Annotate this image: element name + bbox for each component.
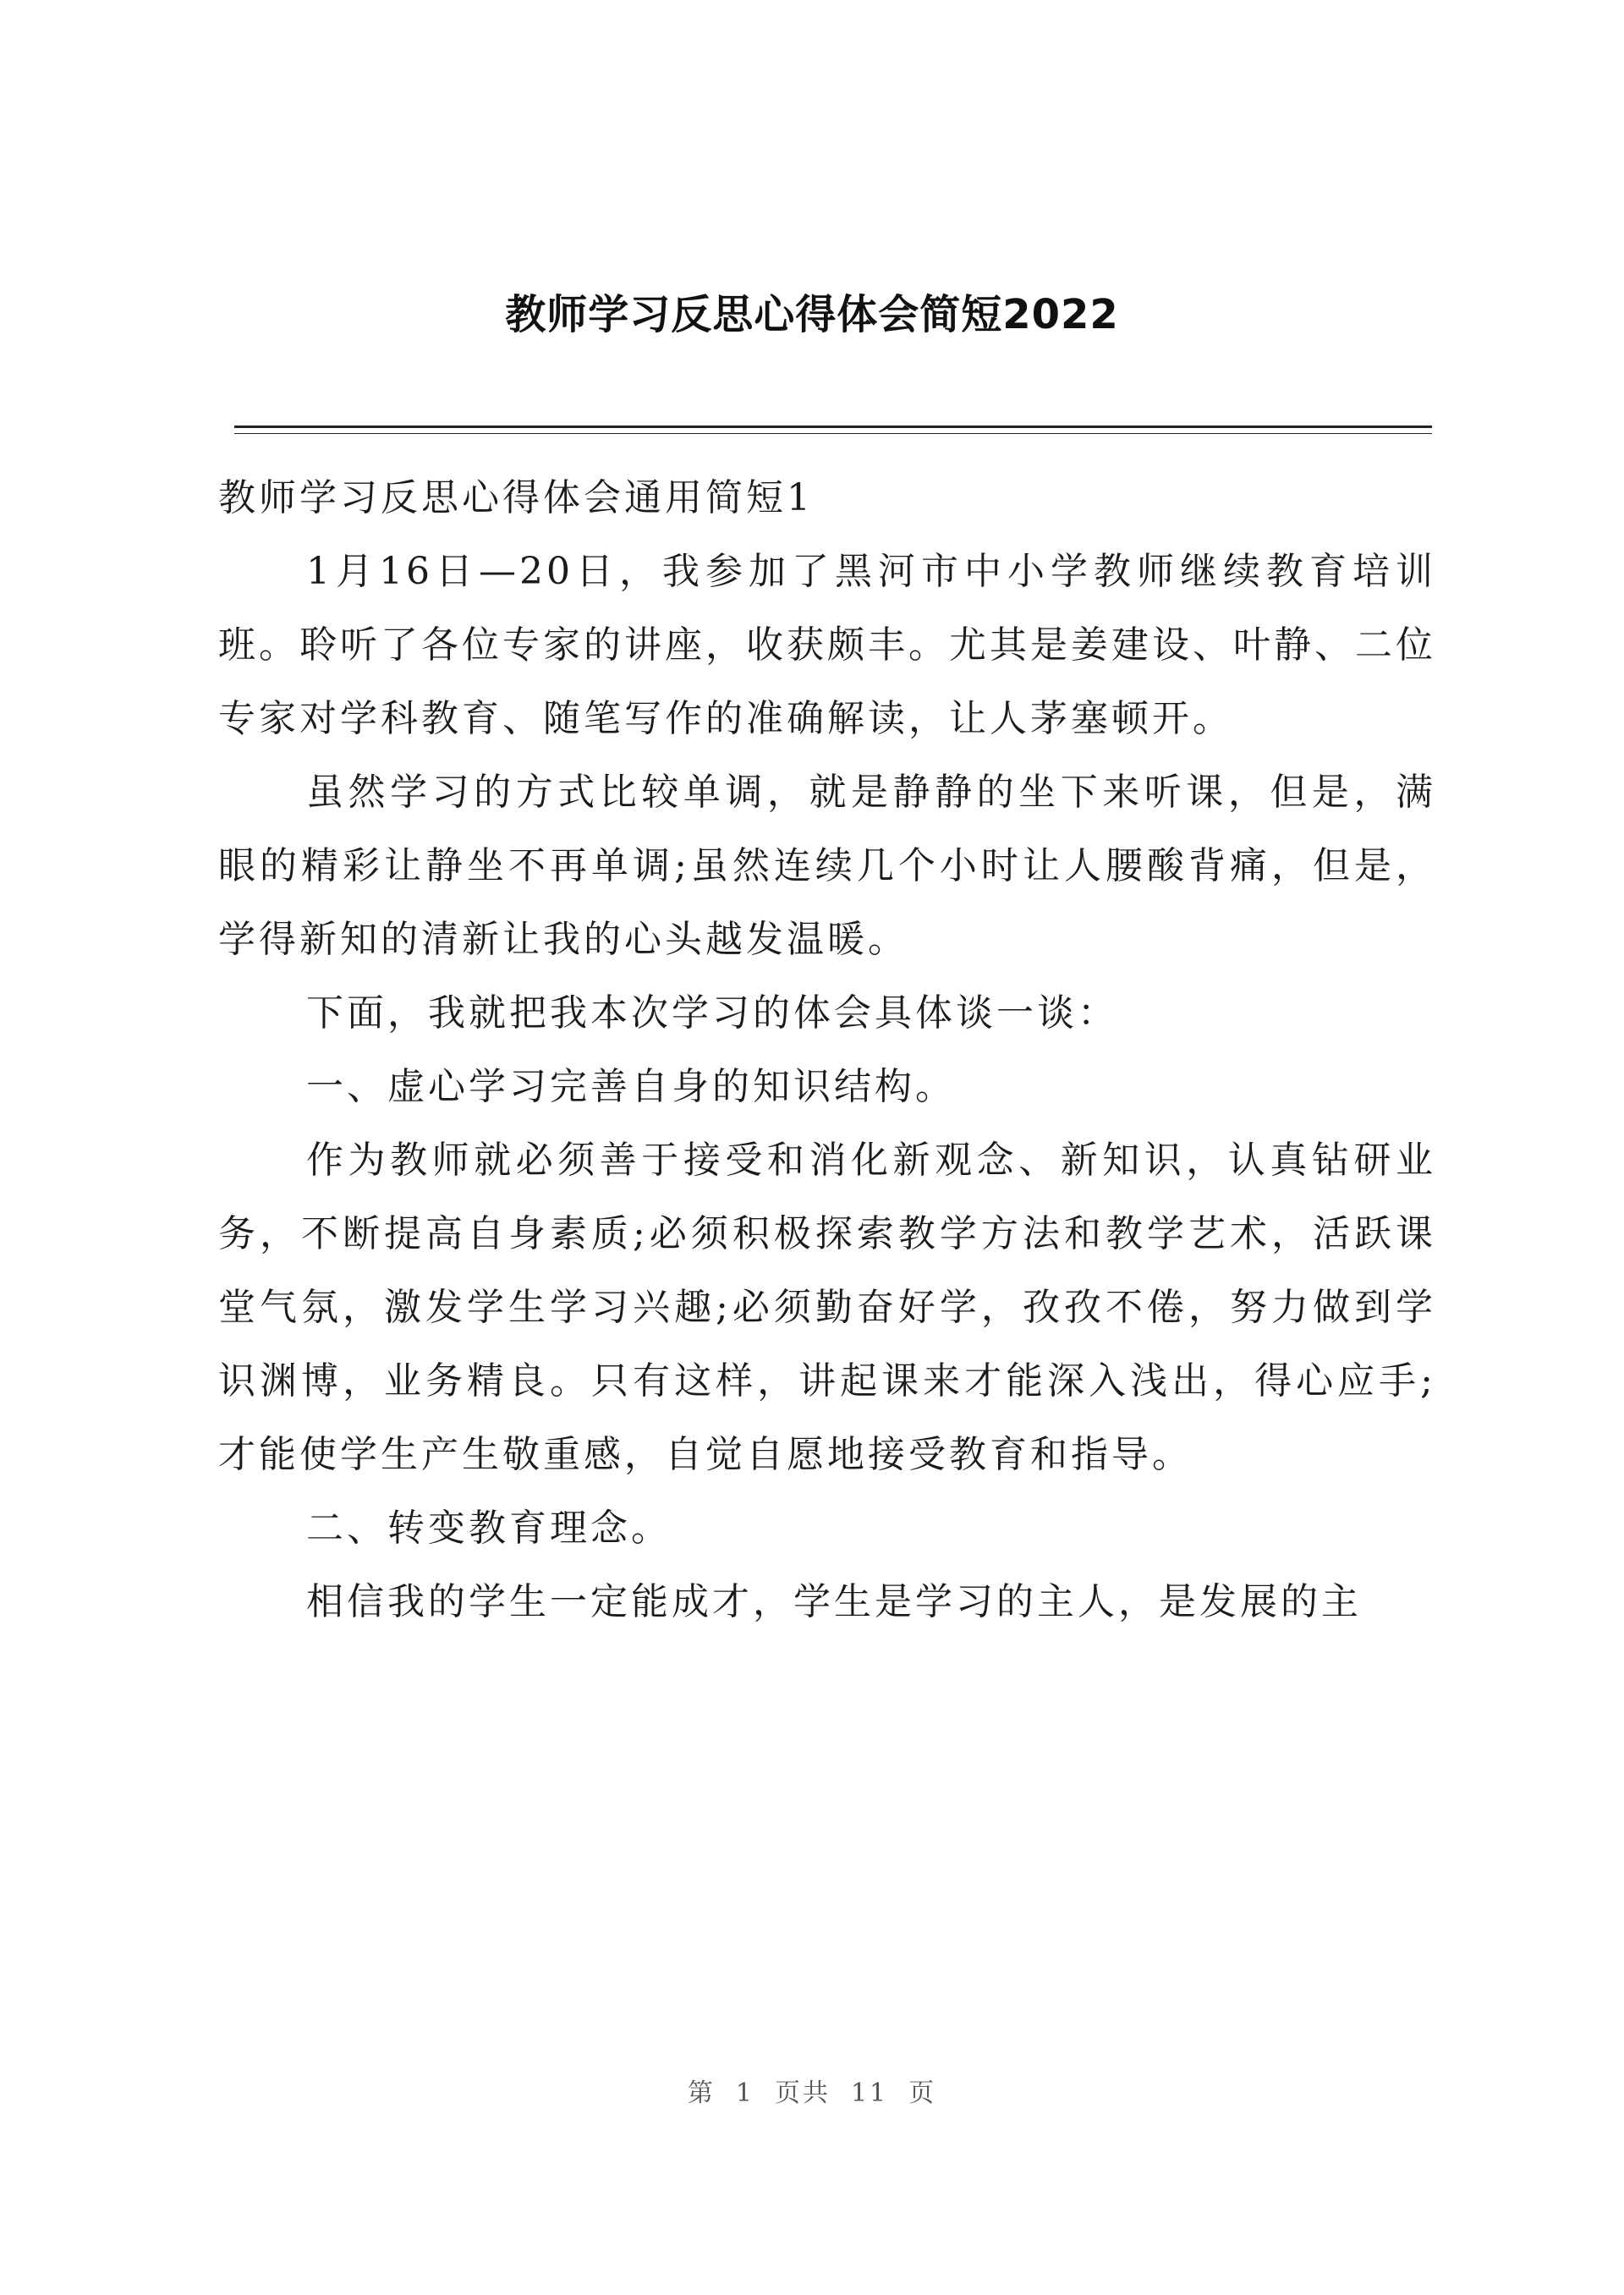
paragraph: 1月16日—20日，我参加了黑河市中小学教师继续教育培训班。聆听了各位专家的讲座，收获颇丰。尤其是姜建设、叶静、二位专家对学科教育、随笔写作的准确解读，让人茅塞顿开。 bbox=[218, 550, 1436, 740]
page-label: 第 bbox=[687, 2078, 716, 2108]
paragraph: 相信我的学生一定能成才，学生是学习的主人，是发展的主 bbox=[306, 1580, 1362, 1623]
title-divider bbox=[234, 426, 1432, 434]
paragraph: 作为教师就必须善于接受和消化新观念、新知识，认真钻研业务，不断提高自身素质;必须积极探索教学方法和教学艺术，活跃课堂气氛，激发学生学习兴趣;必须勤奋好学，孜孜不倦，努力做到学识渊博，业务精良。只有这样，讲起课来才能深入浅出，得心应手;才能使学生产生敬重感，自觉自愿地接受教育和指导。 bbox=[218, 1139, 1436, 1476]
section-heading: 教师学习反思心得体会通用简短1 bbox=[218, 476, 814, 519]
paragraph: 虽然学习的方式比较单调，就是静静的坐下来听课，但是，满眼的精彩让静坐不再单调;虽然连续几个小时让人腰酸背痛，但是，学得新知的清新让我的心头越发温暖。 bbox=[218, 771, 1436, 961]
document-body bbox=[218, 461, 1436, 1639]
page-number: 1 bbox=[735, 2078, 754, 2108]
document-title: 教师学习反思心得体会简短2022 bbox=[505, 291, 1119, 338]
page-suffix: 页 bbox=[908, 2078, 937, 2108]
paragraph: 二、转变教育理念。 bbox=[306, 1507, 672, 1550]
paragraph: 下面，我就把我本次学习的体会具体谈一谈： bbox=[306, 991, 1118, 1035]
page-total: 11 bbox=[850, 2078, 889, 2108]
page-total-label: 页共 bbox=[774, 2078, 831, 2108]
paragraph: 一、虚心学习完善自身的知识结构。 bbox=[306, 1065, 956, 1108]
page-footer bbox=[0, 2077, 1624, 2111]
